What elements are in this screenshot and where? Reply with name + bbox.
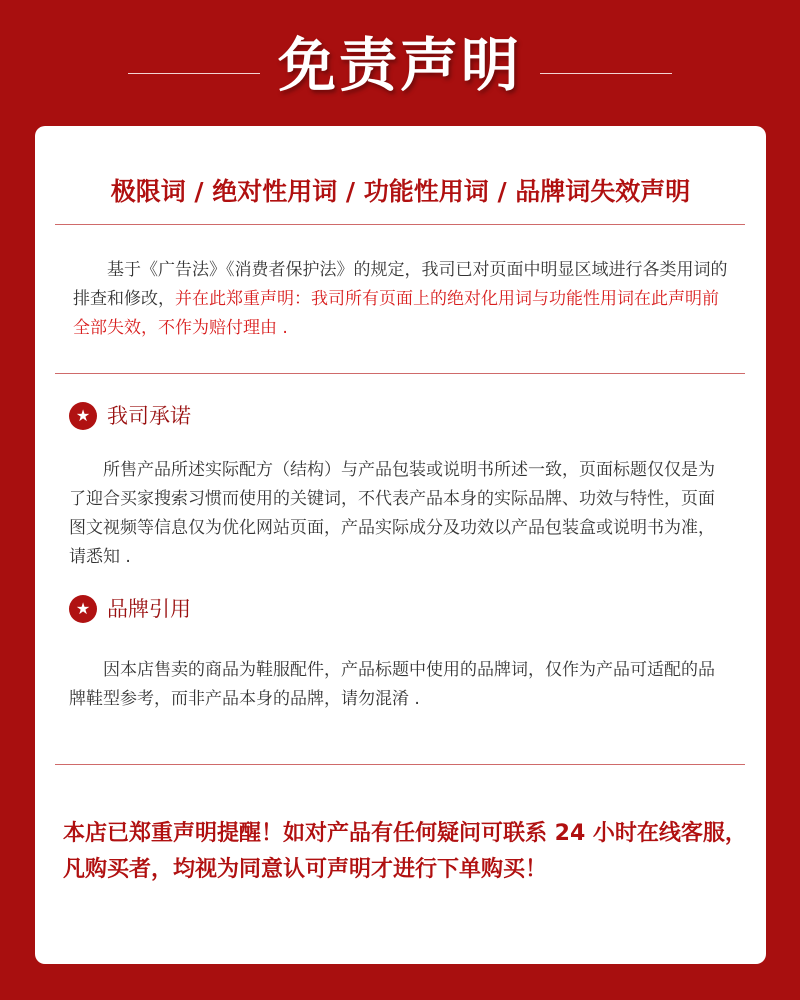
- section-body-text: 因本店售卖的商品为鞋服配件，产品标题中使用的品牌词，仅作为产品可适配的品牌鞋型参考，而非产品本身的品牌，请勿混淆 .: [69, 660, 715, 709]
- footer-reminder: 本店已郑重声明提醒！如对产品有任何疑问可联系 24 小时在线客服，凡购买者，均视为同意认可声明才进行下单购买！: [63, 821, 747, 882]
- section-body-text: 所售产品所述实际配方（结构）与产品包装或说明书所述一致，页面标题仅仅是为了迎合买家搜索习惯而使用的关键词，不代表产品本身的实际品牌、功效与特性，页面图文视频等信息仅为优化网站页面，产品实际成分及功效以产品包装盒或说明书为准，请悉知 .: [69, 460, 715, 567]
- divider: [55, 373, 745, 374]
- divider: [55, 764, 745, 765]
- star-icon: ★: [69, 595, 97, 623]
- section-title: 品牌引用: [107, 597, 191, 621]
- section-heading-commitment: [69, 401, 191, 431]
- header-right-divider: [540, 73, 672, 74]
- section-heading-brand: [69, 594, 191, 624]
- divider: [55, 224, 745, 225]
- disclaimer-subtitle: 极限词 / 绝对性用词 / 功能性用词 / 品牌词失效声明: [110, 177, 691, 206]
- intro-paragraph: [73, 256, 733, 343]
- section-body-brand: [69, 656, 729, 714]
- section-body-commitment: [69, 456, 729, 572]
- star-icon: ★: [69, 402, 97, 430]
- intro-text: 基于《广告法》《消费者保护法》的规定，我司已对页面中明显区域进行各类用词的排查和修改，: [73, 260, 728, 309]
- section-title: 我司承诺: [107, 404, 191, 428]
- disclaimer-card: [35, 126, 766, 964]
- intro-highlight-text: 并在此郑重声明：我司所有页面上的绝对化用词与功能性用词在此声明前全部失效，不作为赔付理由 .: [73, 289, 719, 338]
- page-header: [0, 0, 800, 126]
- page-title: 免责声明: [277, 31, 522, 99]
